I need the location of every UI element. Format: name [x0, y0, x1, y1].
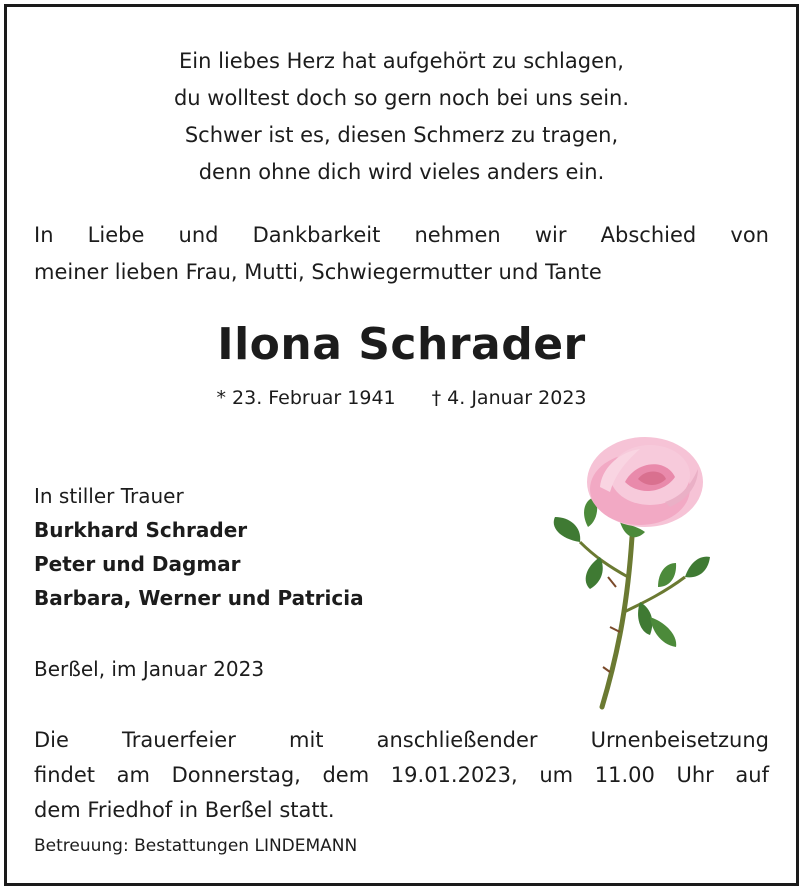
poem-line-1: Ein liebes Herz hat aufgehört zu schlagen, — [179, 49, 624, 73]
obituary-card — [4, 4, 799, 886]
poem-line-4: denn ohne dich wird vieles anders ein. — [198, 160, 605, 184]
ceremony-line-1: Die Trauerfeier mit anschließender Urnenbeisetzung — [34, 728, 769, 752]
mourner-name: Peter und Dagmar — [34, 552, 241, 576]
ceremony-line-3: dem Friedhof in Berßel statt. — [34, 798, 335, 822]
mourner-name: Burkhard Schrader — [34, 518, 248, 542]
ceremony-line-2: findet am Donnerstag, dem 19.01.2023, um 11.00 Uhr auf — [34, 763, 769, 787]
intro-line-2: meiner lieben Frau, Mutti, Schwiegermutter und Tante — [34, 260, 602, 284]
death-date: † 4. Januar 2023 — [431, 387, 587, 409]
rose-illustration — [540, 427, 720, 717]
mourners-block — [34, 479, 364, 615]
ceremony-info — [34, 723, 769, 828]
funeral-home-credit: Betreuung: Bestattungen LINDEMANN — [34, 836, 358, 856]
place-date: Berßel, im Januar 2023 — [34, 657, 265, 681]
mourners-heading: In stiller Trauer — [34, 484, 184, 508]
deceased-name: Ilona Schrader — [217, 319, 586, 370]
life-dates — [7, 387, 796, 409]
poem-line-2: du wolltest doch so gern noch bei uns sein. — [173, 86, 630, 110]
poem — [7, 43, 796, 191]
intro-text — [34, 217, 769, 291]
poem-line-3: Schwer ist es, diesen Schmerz zu tragen, — [184, 123, 619, 147]
mourner-name: Barbara, Werner und Patricia — [34, 586, 364, 610]
birth-date: * 23. Februar 1941 — [216, 387, 396, 409]
intro-line-1: In Liebe und Dankbarkeit nehmen wir Abschied von — [34, 223, 769, 247]
